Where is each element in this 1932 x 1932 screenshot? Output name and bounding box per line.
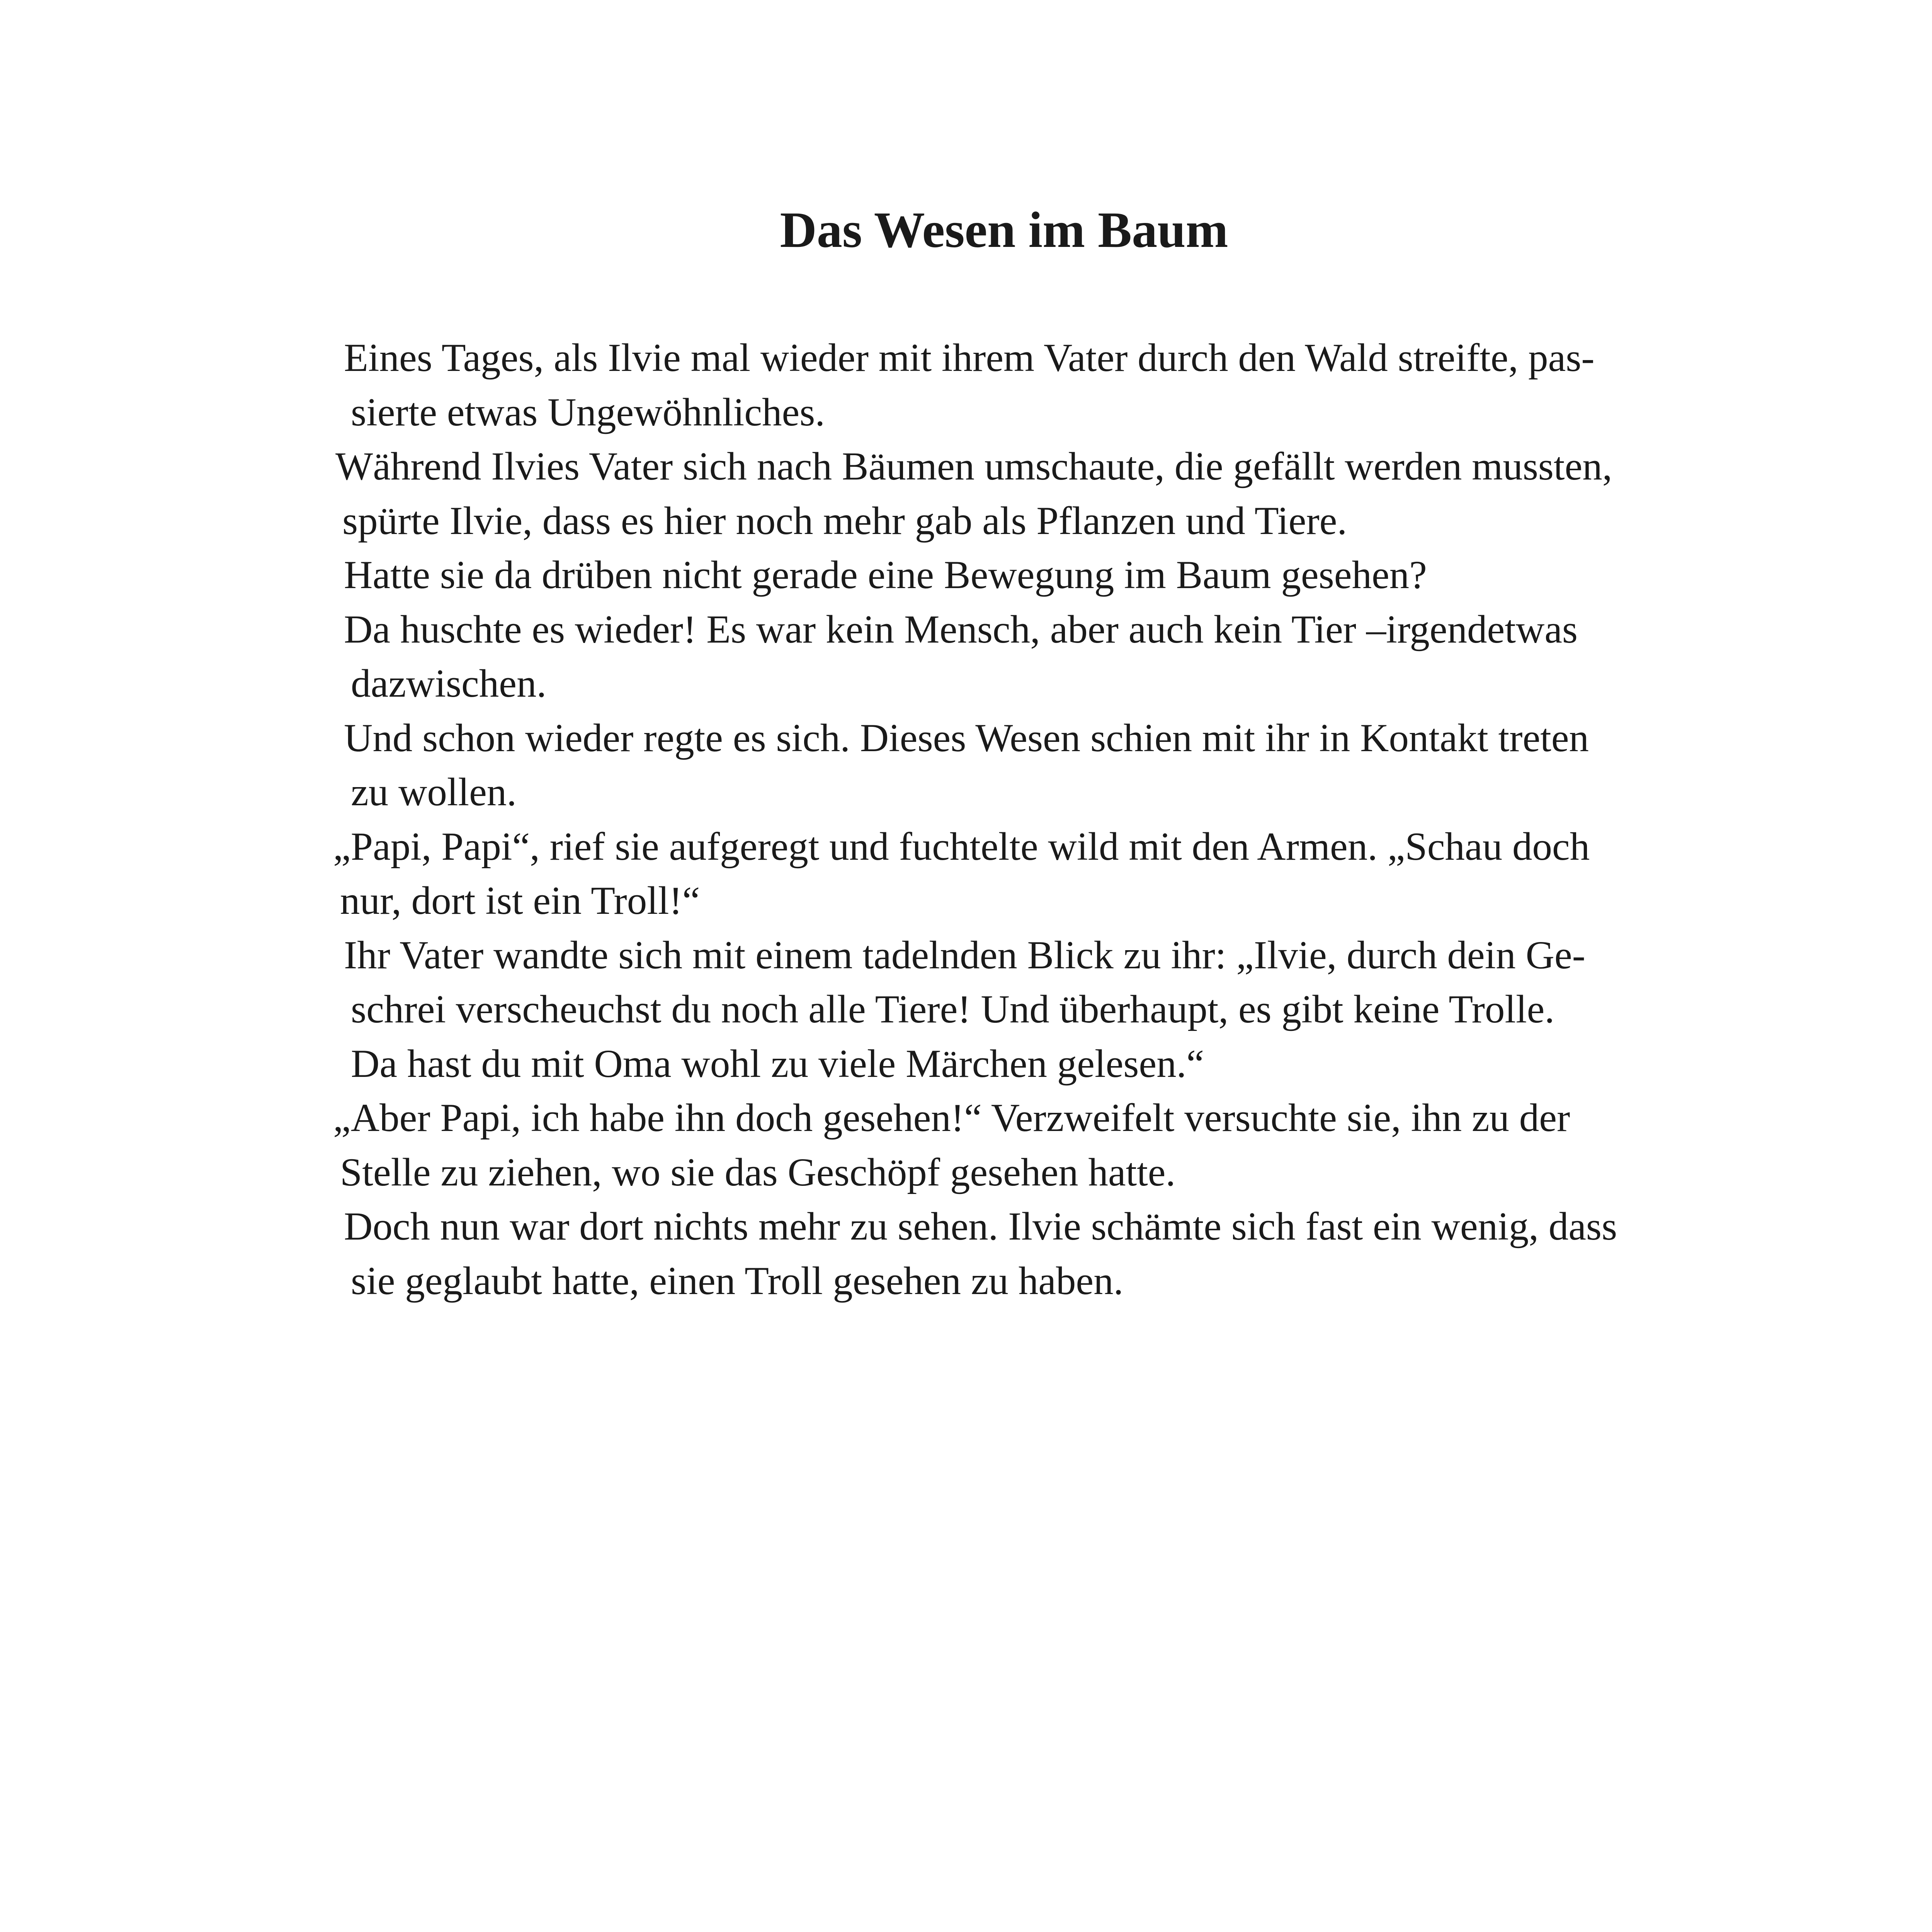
text-line: „Papi, Papi“, rief sie aufgeregt und fuchtelte wild mit den Armen. „Schau doch	[333, 824, 1590, 869]
paragraph	[340, 602, 1777, 711]
paragraph	[340, 1199, 1777, 1308]
text-line: Doch nun war dort nichts mehr zu sehen. Ilvie schämte sich fast ein wenig, dass	[344, 1204, 1617, 1248]
chapter-title: Das Wesen im Baum	[780, 201, 1228, 258]
text-line: zu wollen.	[351, 770, 517, 814]
paragraph	[335, 439, 1777, 548]
paragraph	[340, 331, 1777, 439]
text-line: nur, dort ist ein Troll!“	[340, 879, 700, 923]
paragraph	[333, 820, 1777, 928]
text-line: Stelle zu ziehen, wo sie das Geschöpf gesehen hatte.	[340, 1150, 1176, 1194]
paragraph	[340, 711, 1777, 820]
paragraph	[340, 928, 1777, 1091]
text-line: dazwischen.	[351, 662, 547, 706]
text-line: Und schon wieder regte es sich. Dieses Wesen schien mit ihr in Kontakt treten	[344, 716, 1589, 760]
story-body	[333, 331, 1777, 1308]
text-line: schrei verscheuchst du noch alle Tiere! Und überhaupt, es gibt keine Trolle.	[351, 987, 1555, 1031]
text-line: Ihr Vater wandte sich mit einem tadelnden Blick zu ihr: „Ilvie, durch dein Ge-	[344, 933, 1585, 977]
text-line: spürte Ilvie, dass es hier noch mehr gab als Pflanzen und Tiere.	[342, 498, 1347, 543]
text-line: Da hast du mit Oma wohl zu viele Märchen gelesen.“	[351, 1041, 1204, 1086]
text-line: Eines Tages, als Ilvie mal wieder mit ihrem Vater durch den Wald streifte, pas-	[344, 336, 1595, 380]
text-line: Da huschte es wieder! Es war kein Mensch, aber auch kein Tier –irgendetwas	[344, 607, 1578, 651]
text-line: „Aber Papi, ich habe ihn doch gesehen!“ Verzweifelt versuchte sie, ihn zu der	[333, 1096, 1570, 1140]
paragraph	[340, 548, 1777, 602]
paragraph	[333, 1091, 1777, 1199]
text-line: sierte etwas Ungewöhnliches.	[351, 390, 825, 434]
text-line: Hatte sie da drüben nicht gerade eine Bewegung im Baum gesehen?	[344, 553, 1427, 597]
text-line: Während Ilvies Vater sich nach Bäumen umschaute, die gefällt werden mussten,	[335, 444, 1612, 488]
text-line: sie geglaubt hatte, einen Troll gesehen zu haben.	[351, 1259, 1124, 1303]
